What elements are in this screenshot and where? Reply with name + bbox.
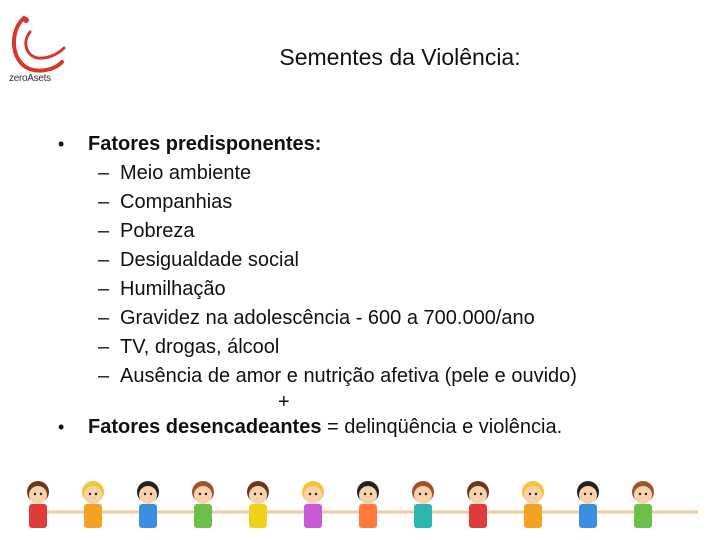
sub-item bbox=[58, 188, 708, 217]
dash-icon: – bbox=[98, 278, 110, 300]
bullet-label-predisponentes: Fatores predisponentes: bbox=[88, 133, 322, 155]
sub-item-label: Humilhação bbox=[120, 278, 226, 300]
plus-sign: + bbox=[278, 391, 290, 413]
page-title: Sementes da Violência: bbox=[279, 44, 521, 70]
dash-icon: – bbox=[98, 307, 110, 329]
dash-icon: – bbox=[98, 220, 110, 242]
dash-icon: – bbox=[98, 162, 110, 184]
sub-item-label: Desigualdade social bbox=[120, 249, 300, 271]
dash-icon: – bbox=[98, 191, 110, 213]
dash-icon: – bbox=[98, 249, 110, 271]
sub-item-label: Pobreza bbox=[120, 220, 195, 242]
sub-item-label: Ausência de amor e nutrição afetiva (pele e ouvido) bbox=[120, 365, 577, 387]
bullet-content bbox=[58, 130, 708, 442]
plus-row bbox=[58, 391, 708, 413]
sub-item bbox=[58, 217, 708, 246]
sub-item-label: Meio ambiente bbox=[120, 162, 252, 184]
logo-text: zeroAsets bbox=[9, 73, 51, 84]
sub-item-label: Companhias bbox=[120, 191, 233, 213]
child-figure bbox=[632, 481, 698, 528]
dash-icon: – bbox=[98, 365, 110, 387]
bullet-row bbox=[58, 413, 708, 442]
bullet-dot-icon: • bbox=[58, 417, 65, 437]
bullet-row bbox=[58, 130, 708, 159]
bullet-text-desencadeantes bbox=[88, 413, 562, 442]
bullet-label-desencadeantes: Fatores desencadeantes bbox=[88, 416, 322, 438]
sub-item bbox=[58, 362, 708, 391]
sub-item bbox=[58, 333, 708, 362]
bullet-dot-icon: • bbox=[58, 134, 65, 154]
sub-item bbox=[58, 159, 708, 188]
sub-item bbox=[58, 304, 708, 333]
sub-item-label: TV, drogas, álcool bbox=[120, 336, 280, 358]
sub-item bbox=[58, 246, 708, 275]
children-holding-hands-border-icon bbox=[24, 480, 720, 540]
sub-item bbox=[58, 275, 708, 304]
dash-icon: – bbox=[98, 336, 110, 358]
sub-item-label: Gravidez na adolescência - 600 a 700.000/ano bbox=[120, 307, 535, 329]
bullet-rest: = delinqüência e violência. bbox=[321, 416, 563, 438]
